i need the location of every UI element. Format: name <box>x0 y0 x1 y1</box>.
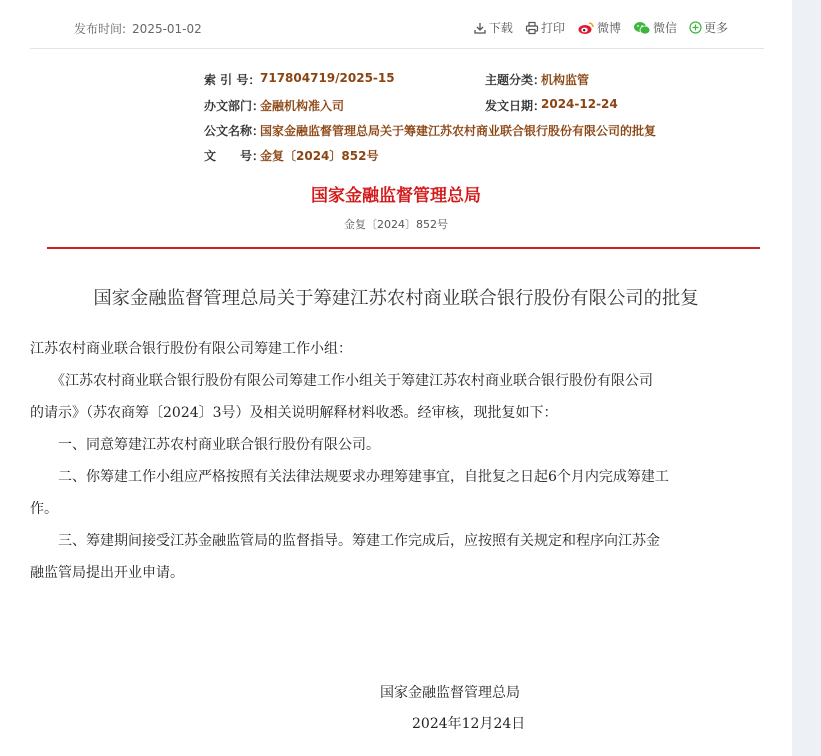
body-line: 二、你筹建工作小组应严格按照有关法律法规要求办理筹建事宜，自批复之日起6个月内完成筹建工 <box>30 469 669 485</box>
print-icon <box>525 21 539 35</box>
download-button[interactable] <box>473 19 513 36</box>
document-number: 金复〔2024〕852号 <box>344 218 448 231</box>
document-title: 国家金融监督管理总局关于筹建江苏农村商业联合银行股份有限公司的批复 <box>93 288 699 309</box>
meta-category-label: 主题分类： <box>485 73 546 87</box>
body-line: 的请示》（苏农商筹〔2024〕3号）及相关说明解释材料收悉。经审核，现批复如下： <box>30 405 558 421</box>
more-share-button[interactable] <box>689 19 728 36</box>
meta-name-label: 公文名称： <box>204 124 265 138</box>
download-icon <box>473 21 487 35</box>
body-line: 融监管局提出开业申请。 <box>30 565 184 581</box>
publish-info <box>74 20 202 37</box>
meta-name-value: 国家金融监督管理总局关于筹建江苏农村商业联合银行股份有限公司的批复 <box>260 124 657 138</box>
wechat-label: 微信 <box>652 21 677 35</box>
article-toolbar <box>30 0 764 49</box>
signature-issuer: 国家金融监督管理总局 <box>380 685 520 701</box>
signature-date: 2024年12月24日 <box>412 716 526 732</box>
meta-wenhao-value: 金复〔2024〕852号 <box>260 149 379 163</box>
weibo-share-button[interactable] <box>577 19 621 36</box>
publish-date: 2025-01-02 <box>132 22 202 36</box>
meta-wenhao-label: 文 号： <box>204 149 265 163</box>
body-line: 一、同意筹建江苏农村商业联合银行股份有限公司。 <box>30 437 380 453</box>
scrollbar-track[interactable] <box>792 0 821 756</box>
weibo-icon <box>577 21 595 35</box>
issuer-masthead: 国家金融监督管理总局 <box>311 186 481 206</box>
meta-date-value: 2024-12-24 <box>541 97 618 111</box>
more-icon <box>689 21 702 34</box>
body-line: 《江苏农村商业联合银行股份有限公司筹建工作小组关于筹建江苏农村商业联合银行股份有限公司 <box>30 373 653 389</box>
publish-label: 发布时间: <box>74 22 127 36</box>
more-label: 更多 <box>703 21 728 35</box>
weibo-label: 微博 <box>596 21 621 35</box>
meta-date-label: 发文日期： <box>485 99 546 113</box>
meta-dept-value: 金融机构准入司 <box>260 99 345 113</box>
body-line: 江苏农村商业联合银行股份有限公司筹建工作小组： <box>30 341 352 357</box>
wechat-share-button[interactable] <box>633 19 677 36</box>
meta-index-value: 717804719/2025-15 <box>260 71 395 85</box>
print-label: 打印 <box>540 21 565 35</box>
red-divider <box>47 247 760 249</box>
meta-dept-label: 办文部门： <box>204 99 265 113</box>
meta-index-label: 索 引 号： <box>204 73 261 87</box>
print-button[interactable] <box>525 19 565 36</box>
meta-category-value: 机构监管 <box>541 73 590 87</box>
share-tools <box>461 19 728 36</box>
wechat-icon <box>633 21 651 35</box>
body-line: 作。 <box>30 501 58 517</box>
download-label: 下载 <box>488 21 513 35</box>
body-line: 三、筹建期间接受江苏金融监管局的监督指导。筹建工作完成后，应按照有关规定和程序向江苏金 <box>30 533 660 549</box>
